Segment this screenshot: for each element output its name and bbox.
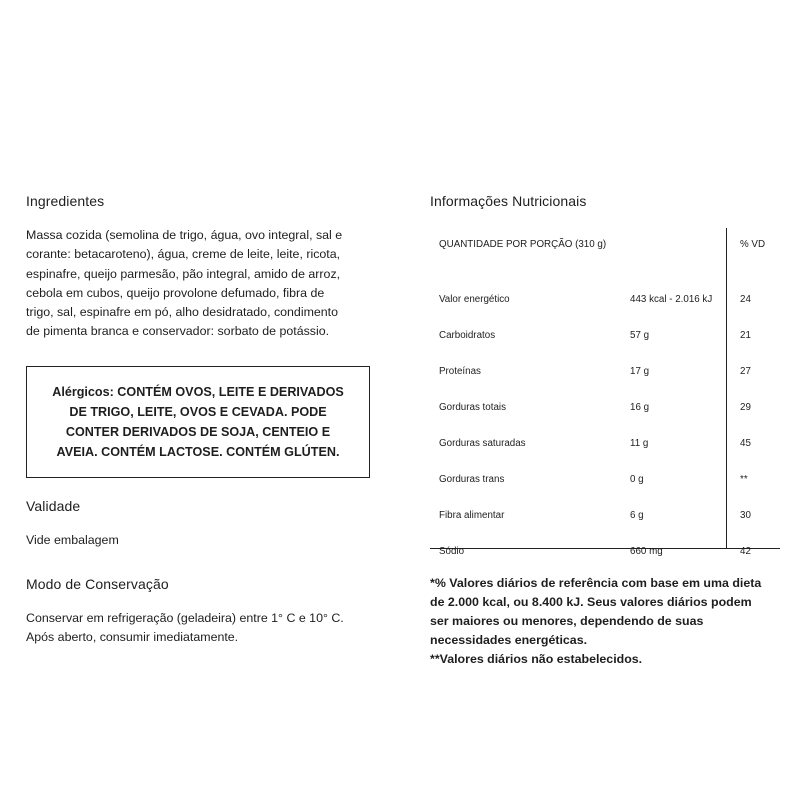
nutrition-table: [430, 225, 780, 557]
nutrient-amount: 0 g: [630, 473, 644, 485]
ingredients-line: trigo, sal, espinafre em pó, alho desidratado, condimento: [26, 305, 339, 320]
allergens-line: CONTER DERIVADOS DE SOJA, CENTEIO E: [65, 424, 331, 439]
vd-header: % VD: [740, 238, 766, 250]
table-row: [430, 317, 780, 353]
nutrient-name: Carboidratos: [439, 329, 496, 341]
footnote-not-established: **Valores diários não estabelecidos.: [430, 652, 643, 666]
nutrient-amount: 57 g: [630, 329, 650, 341]
footnote-line: de 2.000 kcal, ou 8.400 kJ. Seus valores diários podem: [430, 595, 752, 609]
nutrient-vd: 42: [740, 545, 751, 557]
nutrient-amount: 6 g: [630, 509, 644, 521]
nutrient-name: Gorduras trans: [439, 473, 505, 485]
table-row: [430, 533, 780, 569]
nutrient-name: Valor energético: [439, 293, 510, 305]
nutrient-amount: 443 kcal - 2.016 kJ: [630, 293, 713, 305]
nutrient-name: Gorduras saturadas: [439, 437, 526, 449]
allergens-box: [26, 366, 370, 478]
conservation-line: Após aberto, consumir imediatamente.: [26, 630, 239, 645]
nutrient-vd: 30: [740, 509, 751, 521]
nutrient-amount: 16 g: [630, 401, 650, 413]
table-row: [430, 425, 780, 461]
nutrient-name: Fibra alimentar: [439, 509, 505, 521]
table-header-row: [430, 225, 780, 263]
table-row: [430, 353, 780, 389]
nutrient-amount: 660 mg: [630, 545, 663, 557]
conservation-text: [26, 609, 376, 648]
ingredients-line: cebola em cubos, queijo provolone defumado, fibra de: [26, 285, 325, 300]
nutrient-amount: 11 g: [630, 437, 649, 449]
right-column: [430, 193, 780, 669]
allergens-line: DE TRIGO, LEITE, OVOS E CEVADA. PODE: [69, 404, 327, 419]
ingredients-line: espinafre, queijo parmesão, pão integral, amido de arroz,: [26, 266, 341, 281]
table-row: [430, 281, 780, 317]
conservation-line: Conservar em refrigeração (geladeira) entre 1° C e 10° C.: [26, 611, 344, 626]
nutrition-footnote: [430, 574, 775, 669]
nutrient-name: Sódio: [439, 545, 465, 557]
table-row: [430, 461, 780, 497]
footnote-line: *% Valores diários de referência com base em uma dieta: [430, 576, 762, 590]
nutrition-title: Informações Nutricionais: [430, 193, 587, 209]
nutrient-amount: 17 g: [630, 365, 650, 377]
nutrient-name: Proteínas: [439, 365, 481, 377]
nutrient-vd: 21: [740, 329, 751, 341]
ingredients-text: [26, 226, 376, 342]
table-row: [430, 389, 780, 425]
footnote-line: ser maiores ou menores, dependendo de suas: [430, 614, 704, 628]
conservation-title: Modo de Conservação: [26, 576, 169, 593]
left-column: [26, 193, 376, 648]
portion-header: QUANTIDADE POR PORÇÃO (310 g): [439, 238, 607, 250]
footnote-line: necessidades energéticas.: [430, 633, 588, 647]
ingredients-line: de pimenta branca e conservador: sorbato de potássio.: [26, 324, 330, 339]
nutrient-vd: 27: [740, 365, 751, 377]
nutrient-vd: **: [740, 473, 748, 485]
nutrient-vd: 29: [740, 401, 751, 413]
ingredients-line: Massa cozida (semolina de trigo, água, ovo integral, sal e: [26, 228, 343, 242]
nutrient-name: Gorduras totais: [439, 401, 506, 413]
ingredients-title: Ingredientes: [26, 193, 105, 209]
allergens-line: Alérgicos: CONTÉM OVOS, LEITE E DERIVADOS: [52, 384, 344, 399]
validity-title: Validade: [26, 497, 81, 514]
validity-text: Vide embalagem: [26, 532, 119, 547]
table-row: [430, 497, 780, 533]
nutrient-vd: 24: [740, 293, 751, 305]
allergens-line: AVEIA. CONTÉM LACTOSE. CONTÉM GLÚTEN.: [56, 444, 340, 459]
ingredients-line: corante: betacaroteno), água, creme de leite, leite, ricota,: [26, 247, 341, 262]
nutrient-vd: 45: [740, 437, 751, 449]
